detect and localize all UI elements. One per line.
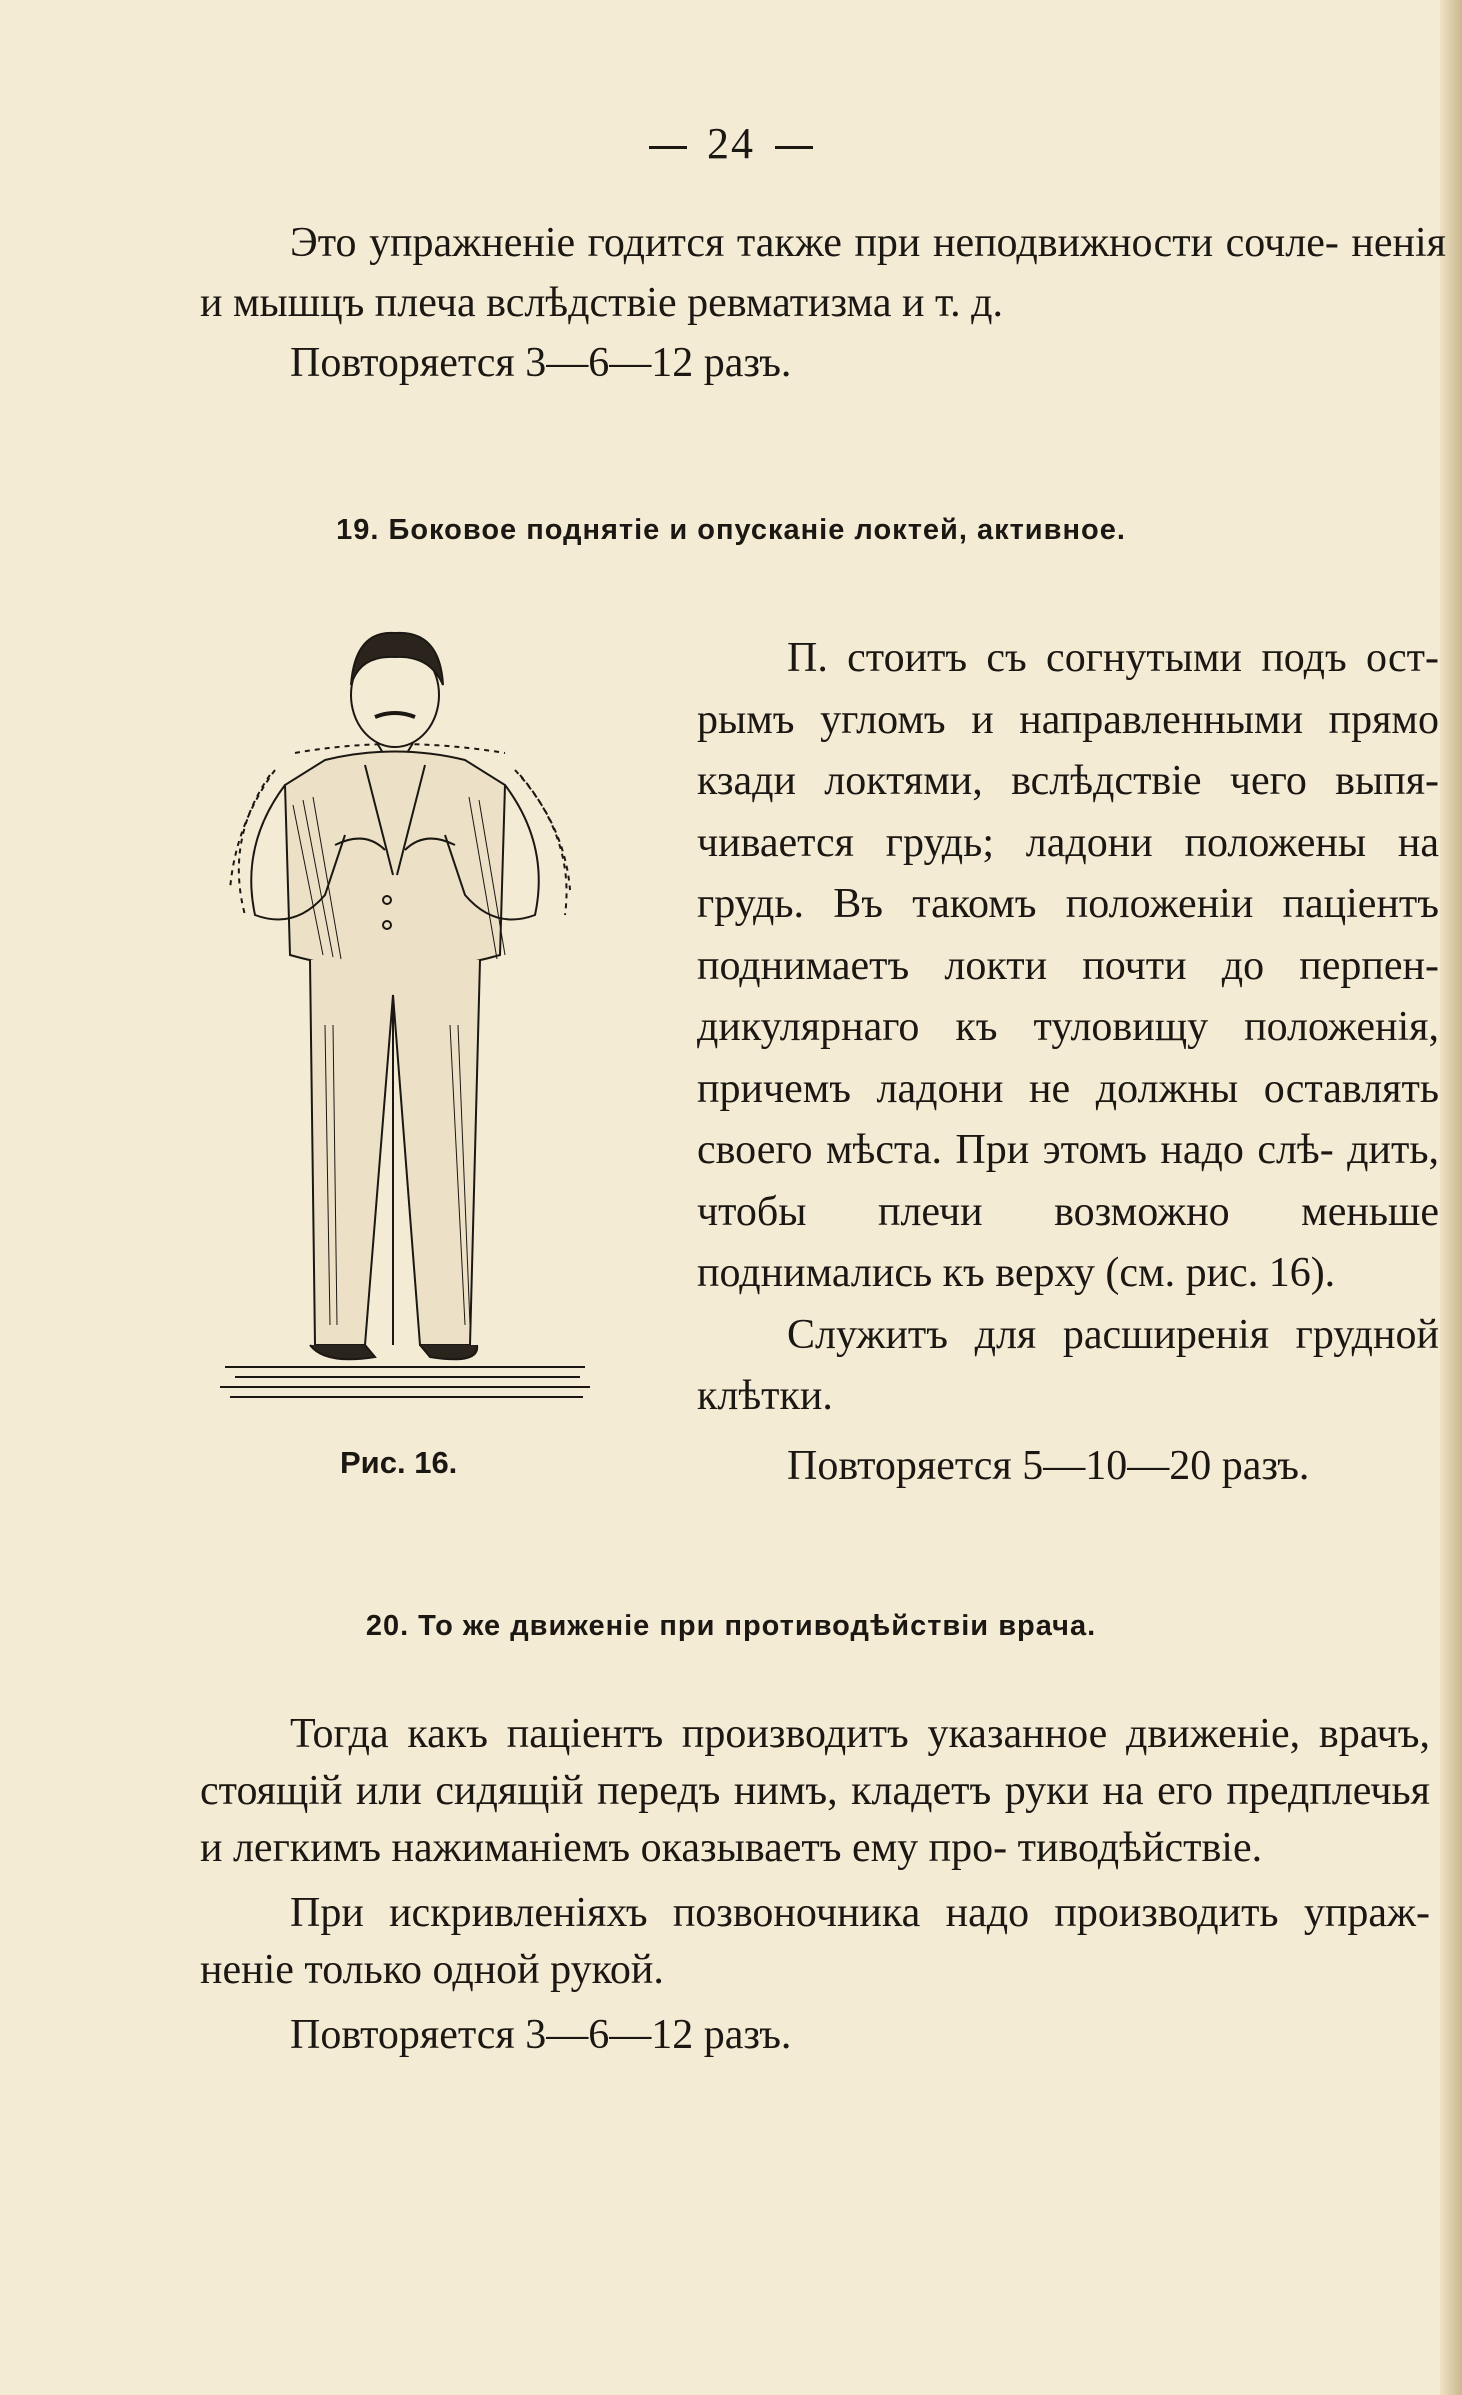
- section-19-body: [697, 628, 1439, 1497]
- top-block: [200, 213, 1446, 393]
- section-20-heading: 20. То же движеніе при противодѣйствіи врача.: [365, 1610, 1097, 1642]
- standing-man-illustration: [215, 625, 595, 1445]
- section-20-body: [200, 1706, 1430, 2064]
- section-19-repeat: Повторяется 5—10—20 разъ.: [787, 1442, 1310, 1489]
- page-number: 24: [0, 118, 1462, 169]
- section-19-purpose: Служитъ для расширенія грудной клѣтки.: [697, 1311, 1439, 1419]
- section-20-repeat: Повторяется 3—6—12 разъ.: [290, 2012, 792, 2058]
- figure-16: [215, 625, 595, 1445]
- intro-repeat: Повторяется 3—6—12 разъ.: [290, 340, 792, 386]
- figure-caption: Рис. 16.: [340, 1445, 458, 1480]
- section-20-note: При искривленіяхъ позвоночника надо производить упраж- неніе только одной рукой.: [200, 1890, 1430, 1993]
- section-20-paragraph: Тогда какъ паціентъ производитъ указанное движеніе, врачъ, стоящій или сидящій передъ нимъ, кладетъ руки на его предплечья и легкимъ нажиманіемъ оказываетъ ему про- тиводѣйствіе.: [200, 1711, 1430, 1871]
- intro-paragraph: Это упражненіе годится также при неподвижности сочле- ненія и мышцъ плеча вслѣдствіе ревматизма и т. д.: [200, 220, 1446, 326]
- section-19-heading: 19. Боковое поднятіе и опусканіе локтей, активное.: [336, 514, 1126, 546]
- section-19-description: П. стоитъ съ согнутыми подъ ост- рымъ угломъ и направленными прямо кзади локтями, вслѣдствіе чего выпя- чивается грудь; ладони положены на грудь. Въ такомъ положеніи паціентъ поднимаетъ локти почти до перпен- дикулярнаго къ туловищу положенія, причемъ ладони не должны оставлять своего мѣста. При этомъ надо слѣ- дить, чтобы плечи возможно меньше поднимались къ верху (см. рис. 16).: [697, 635, 1439, 1296]
